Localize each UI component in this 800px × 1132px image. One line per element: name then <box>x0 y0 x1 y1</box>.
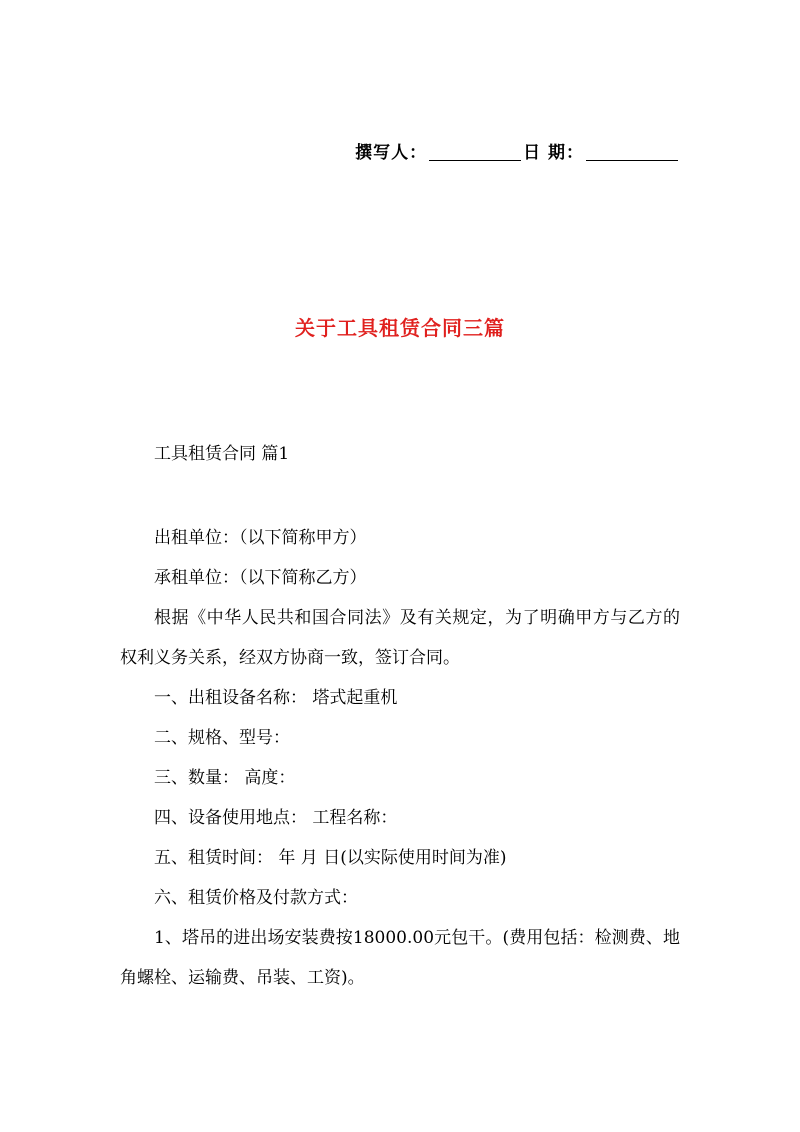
section-title: 工具租赁合同 篇1 <box>154 444 290 464</box>
section-heading <box>120 434 680 474</box>
paragraph-specification: 二、规格、型号： <box>154 728 290 748</box>
paragraph-install-fee: 1、塔吊的进出场安装费按18000.00元包干。(费用包括：检测费、地角螺栓、运输费、吊装、工资)。 <box>120 928 680 988</box>
paragraph-lessor: 出租单位：（以下简称甲方） <box>154 528 367 548</box>
paragraph-preamble: 根据《中华人民共和国合同法》及有关规定，为了明确甲方与乙方的权利义务关系，经双方协商一致，签订合同。 <box>120 608 680 668</box>
date-label: 日 期： <box>523 143 584 163</box>
paragraph-lease-time: 五、租赁时间： 年 月 日(以实际使用时间为准) <box>154 848 507 868</box>
paragraph-payment: 六、租赁价格及付款方式： <box>154 888 358 908</box>
contract-body <box>120 518 680 998</box>
author-blank <box>429 144 521 161</box>
paragraph-location: 四、设备使用地点： 工程名称： <box>154 808 398 828</box>
paragraph-quantity: 三、数量： 高度： <box>154 768 296 788</box>
document-title: 关于工具租赁合同三篇 <box>295 316 505 340</box>
author-date-line <box>355 138 680 163</box>
date-blank <box>586 144 678 161</box>
author-label: 撰写人： <box>355 143 428 163</box>
paragraph-lessee: 承租单位：（以下简称乙方） <box>154 568 367 588</box>
paragraph-equipment-name: 一、出租设备名称： 塔式起重机 <box>154 688 398 708</box>
